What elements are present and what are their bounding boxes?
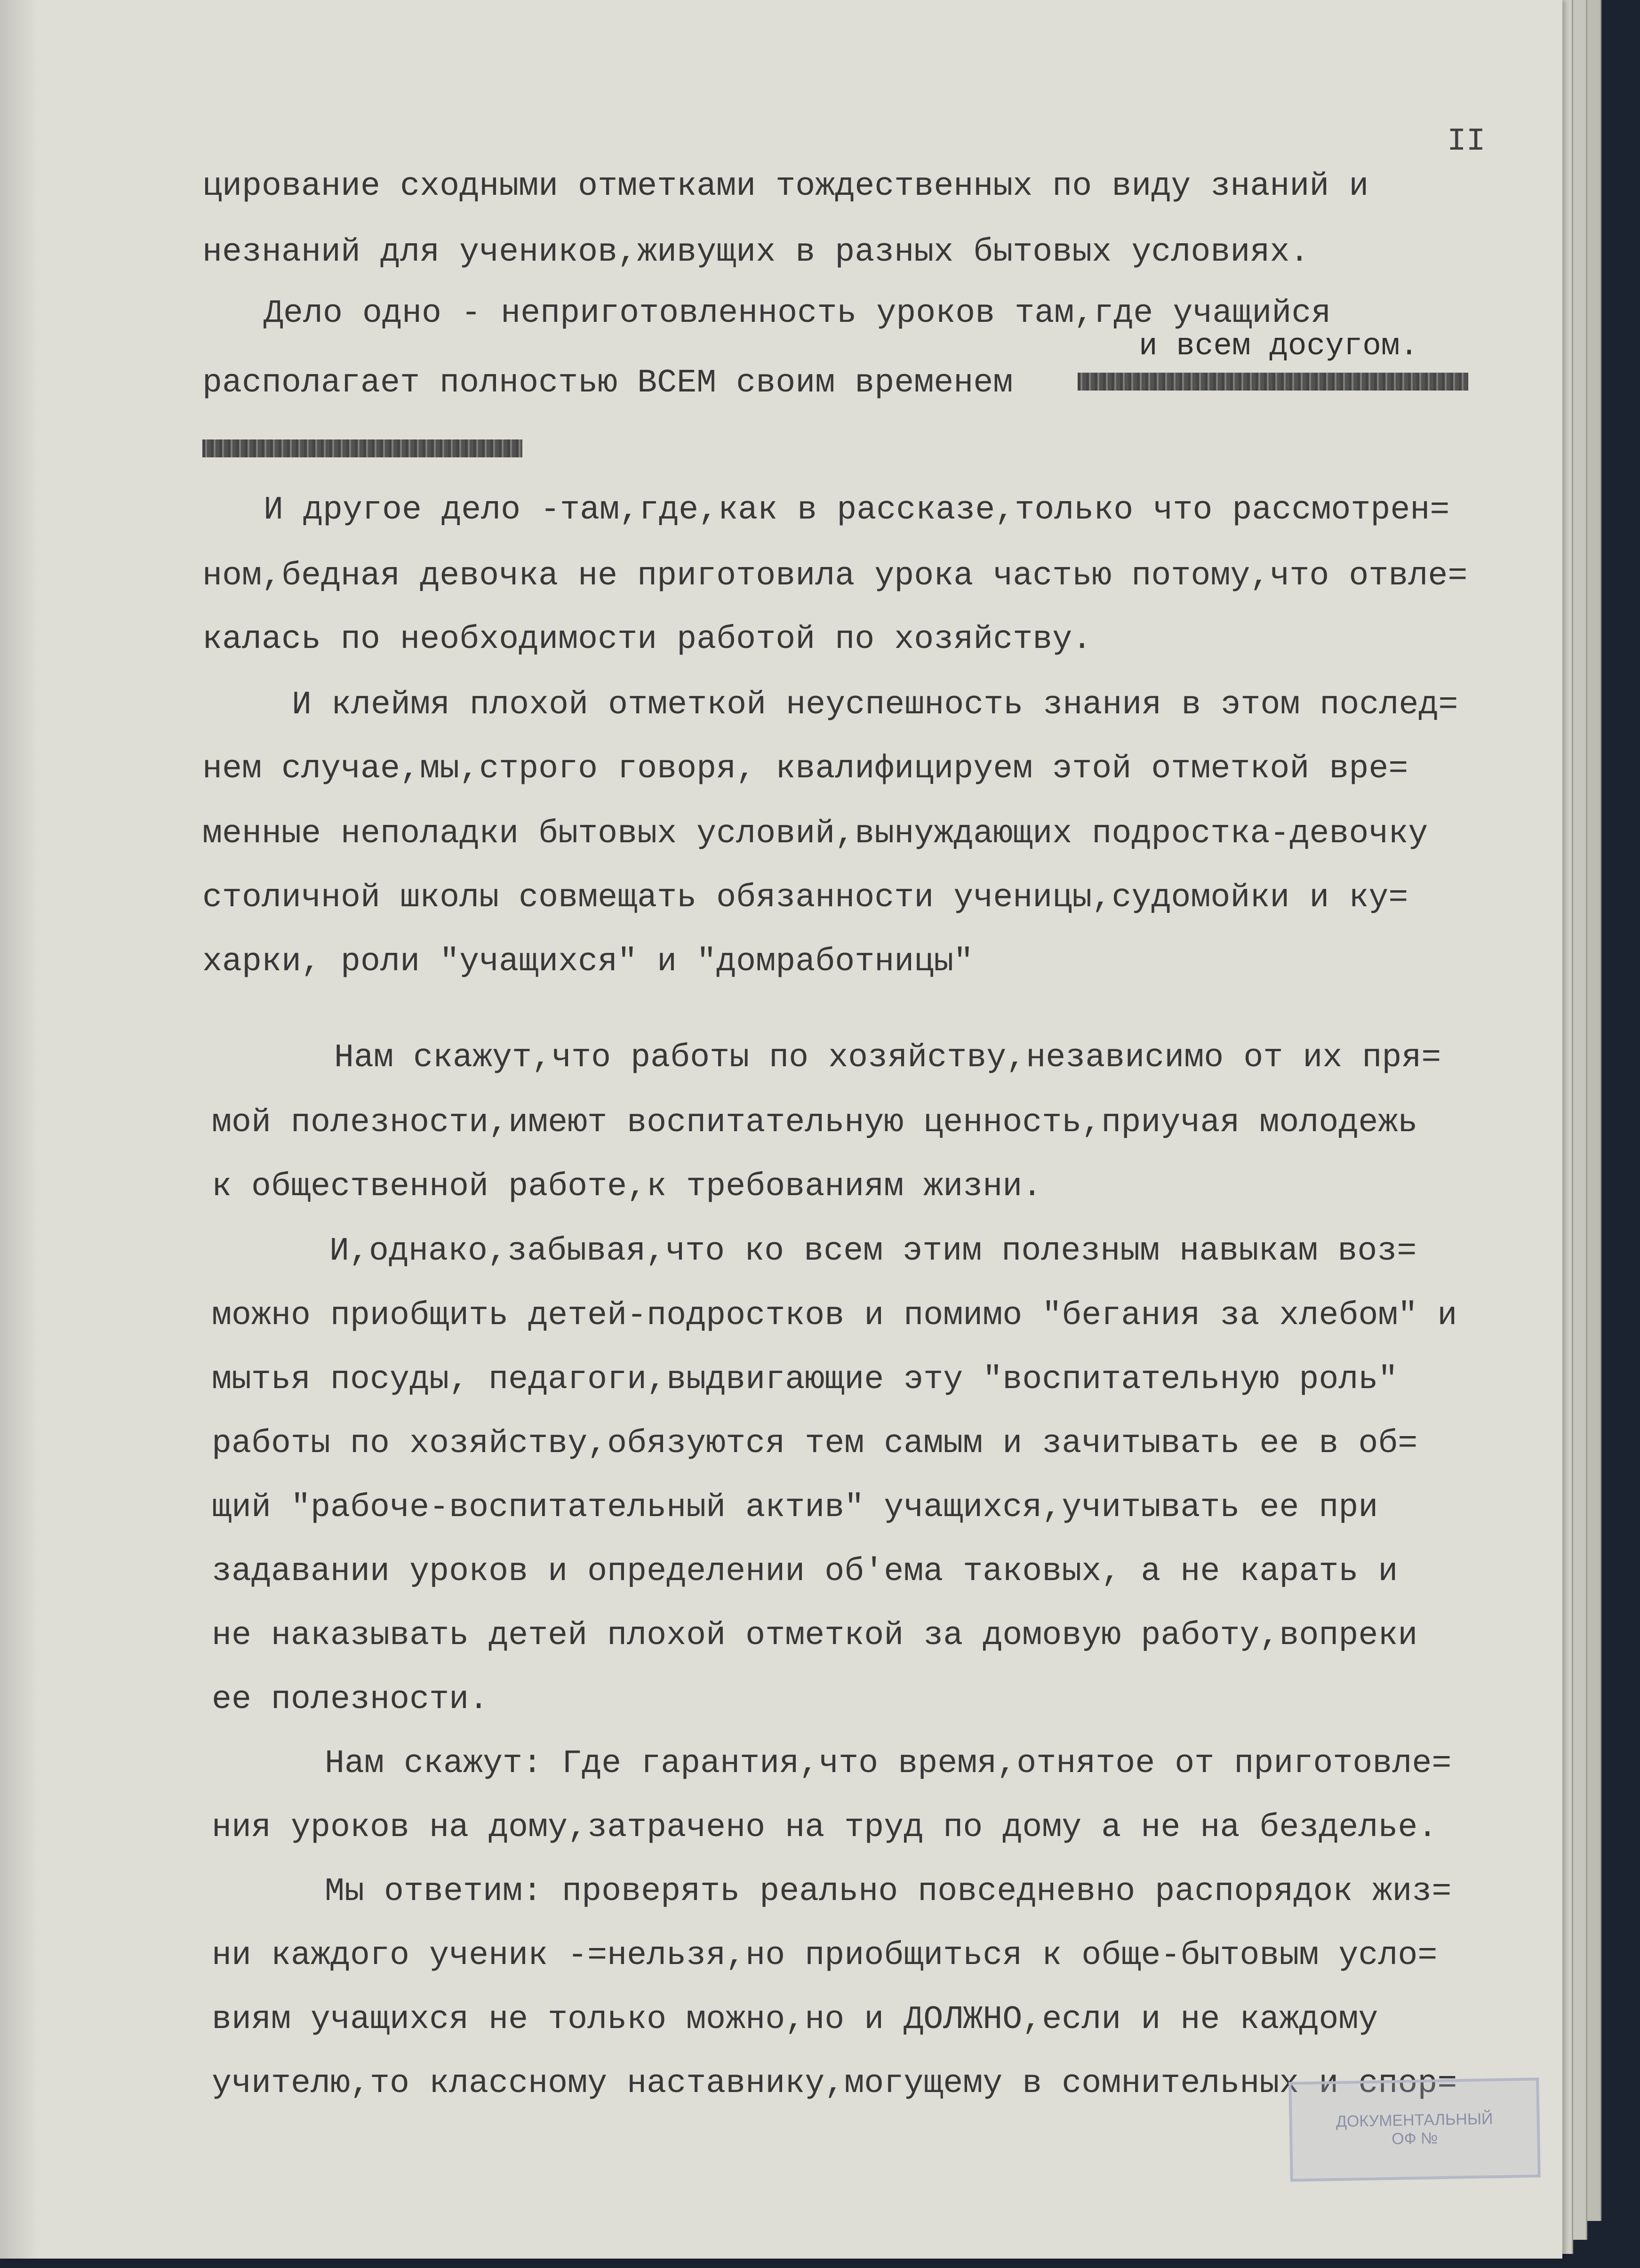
text-line: харки, роли "учащихся" и "домработницы" bbox=[202, 943, 974, 981]
text-line: И,однако,забывая,что ко всем этим полезным навыкам воз= bbox=[329, 1233, 1417, 1270]
handwritten-insertion: и всем досугом. bbox=[1139, 328, 1419, 364]
text-line: калась по необходимости работой по хозяйству. bbox=[202, 621, 1092, 658]
text-line: работы по хозяйству,обязуются тем самым и зачитывать ее в об= bbox=[212, 1425, 1418, 1462]
archive-stamp bbox=[1288, 2077, 1541, 2181]
text-line: не наказывать детей плохой отметкой за домовую работу,вопреки bbox=[212, 1617, 1418, 1654]
page-number: II bbox=[1447, 123, 1486, 160]
text-line: мой полезности,имеют воспитательную ценность,приучая молодежь bbox=[212, 1104, 1418, 1142]
text-line: незнаний для учеников,живущих в разных бытовых условиях. bbox=[202, 234, 1310, 271]
text-line: располагает полностью ВСЕМ своим временем bbox=[202, 365, 1013, 402]
text-line: ном,бедная девочка не приготовила урока частью потому,что отвле= bbox=[202, 558, 1468, 595]
text-line: к общественной работе,к требованиям жизни. bbox=[212, 1168, 1042, 1206]
stamp-line: ДОКУМЕНТАЛЬНЫЙ bbox=[1336, 2110, 1493, 2131]
text-line: ее полезности. bbox=[212, 1681, 489, 1718]
text-line: Нам скажут: Где гарантия,что время,отнятое от приготовле= bbox=[325, 1745, 1452, 1782]
text-line: виям учащихся не только можно,но и ДОЛЖНО,если и не каждому bbox=[212, 2001, 1378, 2038]
text-line: И клеймя плохой отметкой неуспешность знания в этом послед= bbox=[292, 687, 1458, 724]
struck-out-text bbox=[1078, 373, 1468, 391]
text-line: мытья посуды, педагоги,выдвигающие эту "воспитательную роль" bbox=[212, 1361, 1398, 1398]
text-line: ния уроков на дому,затрачено на труд по дому а не на безделье. bbox=[212, 1809, 1438, 1846]
text-line: цирование сходными отметками тождественных по виду знаний и bbox=[202, 168, 1369, 205]
text-line: нем случае,мы,строго говоря, квалифицируем этой отметкой вре= bbox=[202, 751, 1408, 788]
text-line: Дело одно - неприготовленность уроков там,где учащийся bbox=[264, 295, 1331, 332]
text-line: И другое дело -там,где,как в рассказе,только что рассмотрен= bbox=[264, 492, 1450, 529]
text-line: Мы ответим: проверять реально повседневно распорядок жиз= bbox=[325, 1873, 1452, 1910]
text-line: Нам скажут,что работы по хозяйству,независимо от их пря= bbox=[334, 1039, 1441, 1077]
text-line: столичной школы совмещать обязанности ученицы,судомойки и ку= bbox=[202, 879, 1408, 917]
text-line: менные неполадки бытовых условий,вынуждающих подростка-девочку bbox=[202, 815, 1428, 853]
text-line: ни каждого ученик -=нельзя,но приобщиться к обще-бытовым усло= bbox=[212, 1937, 1438, 1974]
text-line: задавании уроков и определении об'ема таковых, а не карать и bbox=[212, 1553, 1398, 1590]
stamp-line: ОФ № bbox=[1391, 2129, 1438, 2148]
text-line: учителю,то классному наставнику,могущему в сомнительных и спор= bbox=[212, 2065, 1457, 2102]
text-line: можно приобщить детей-подростков и помимо "бегания за хлебом" и bbox=[212, 1297, 1457, 1334]
struck-out-text bbox=[202, 439, 522, 457]
text-line: щий "рабоче-воспитательный актив" учащихся,учитывать ее при bbox=[212, 1489, 1378, 1526]
